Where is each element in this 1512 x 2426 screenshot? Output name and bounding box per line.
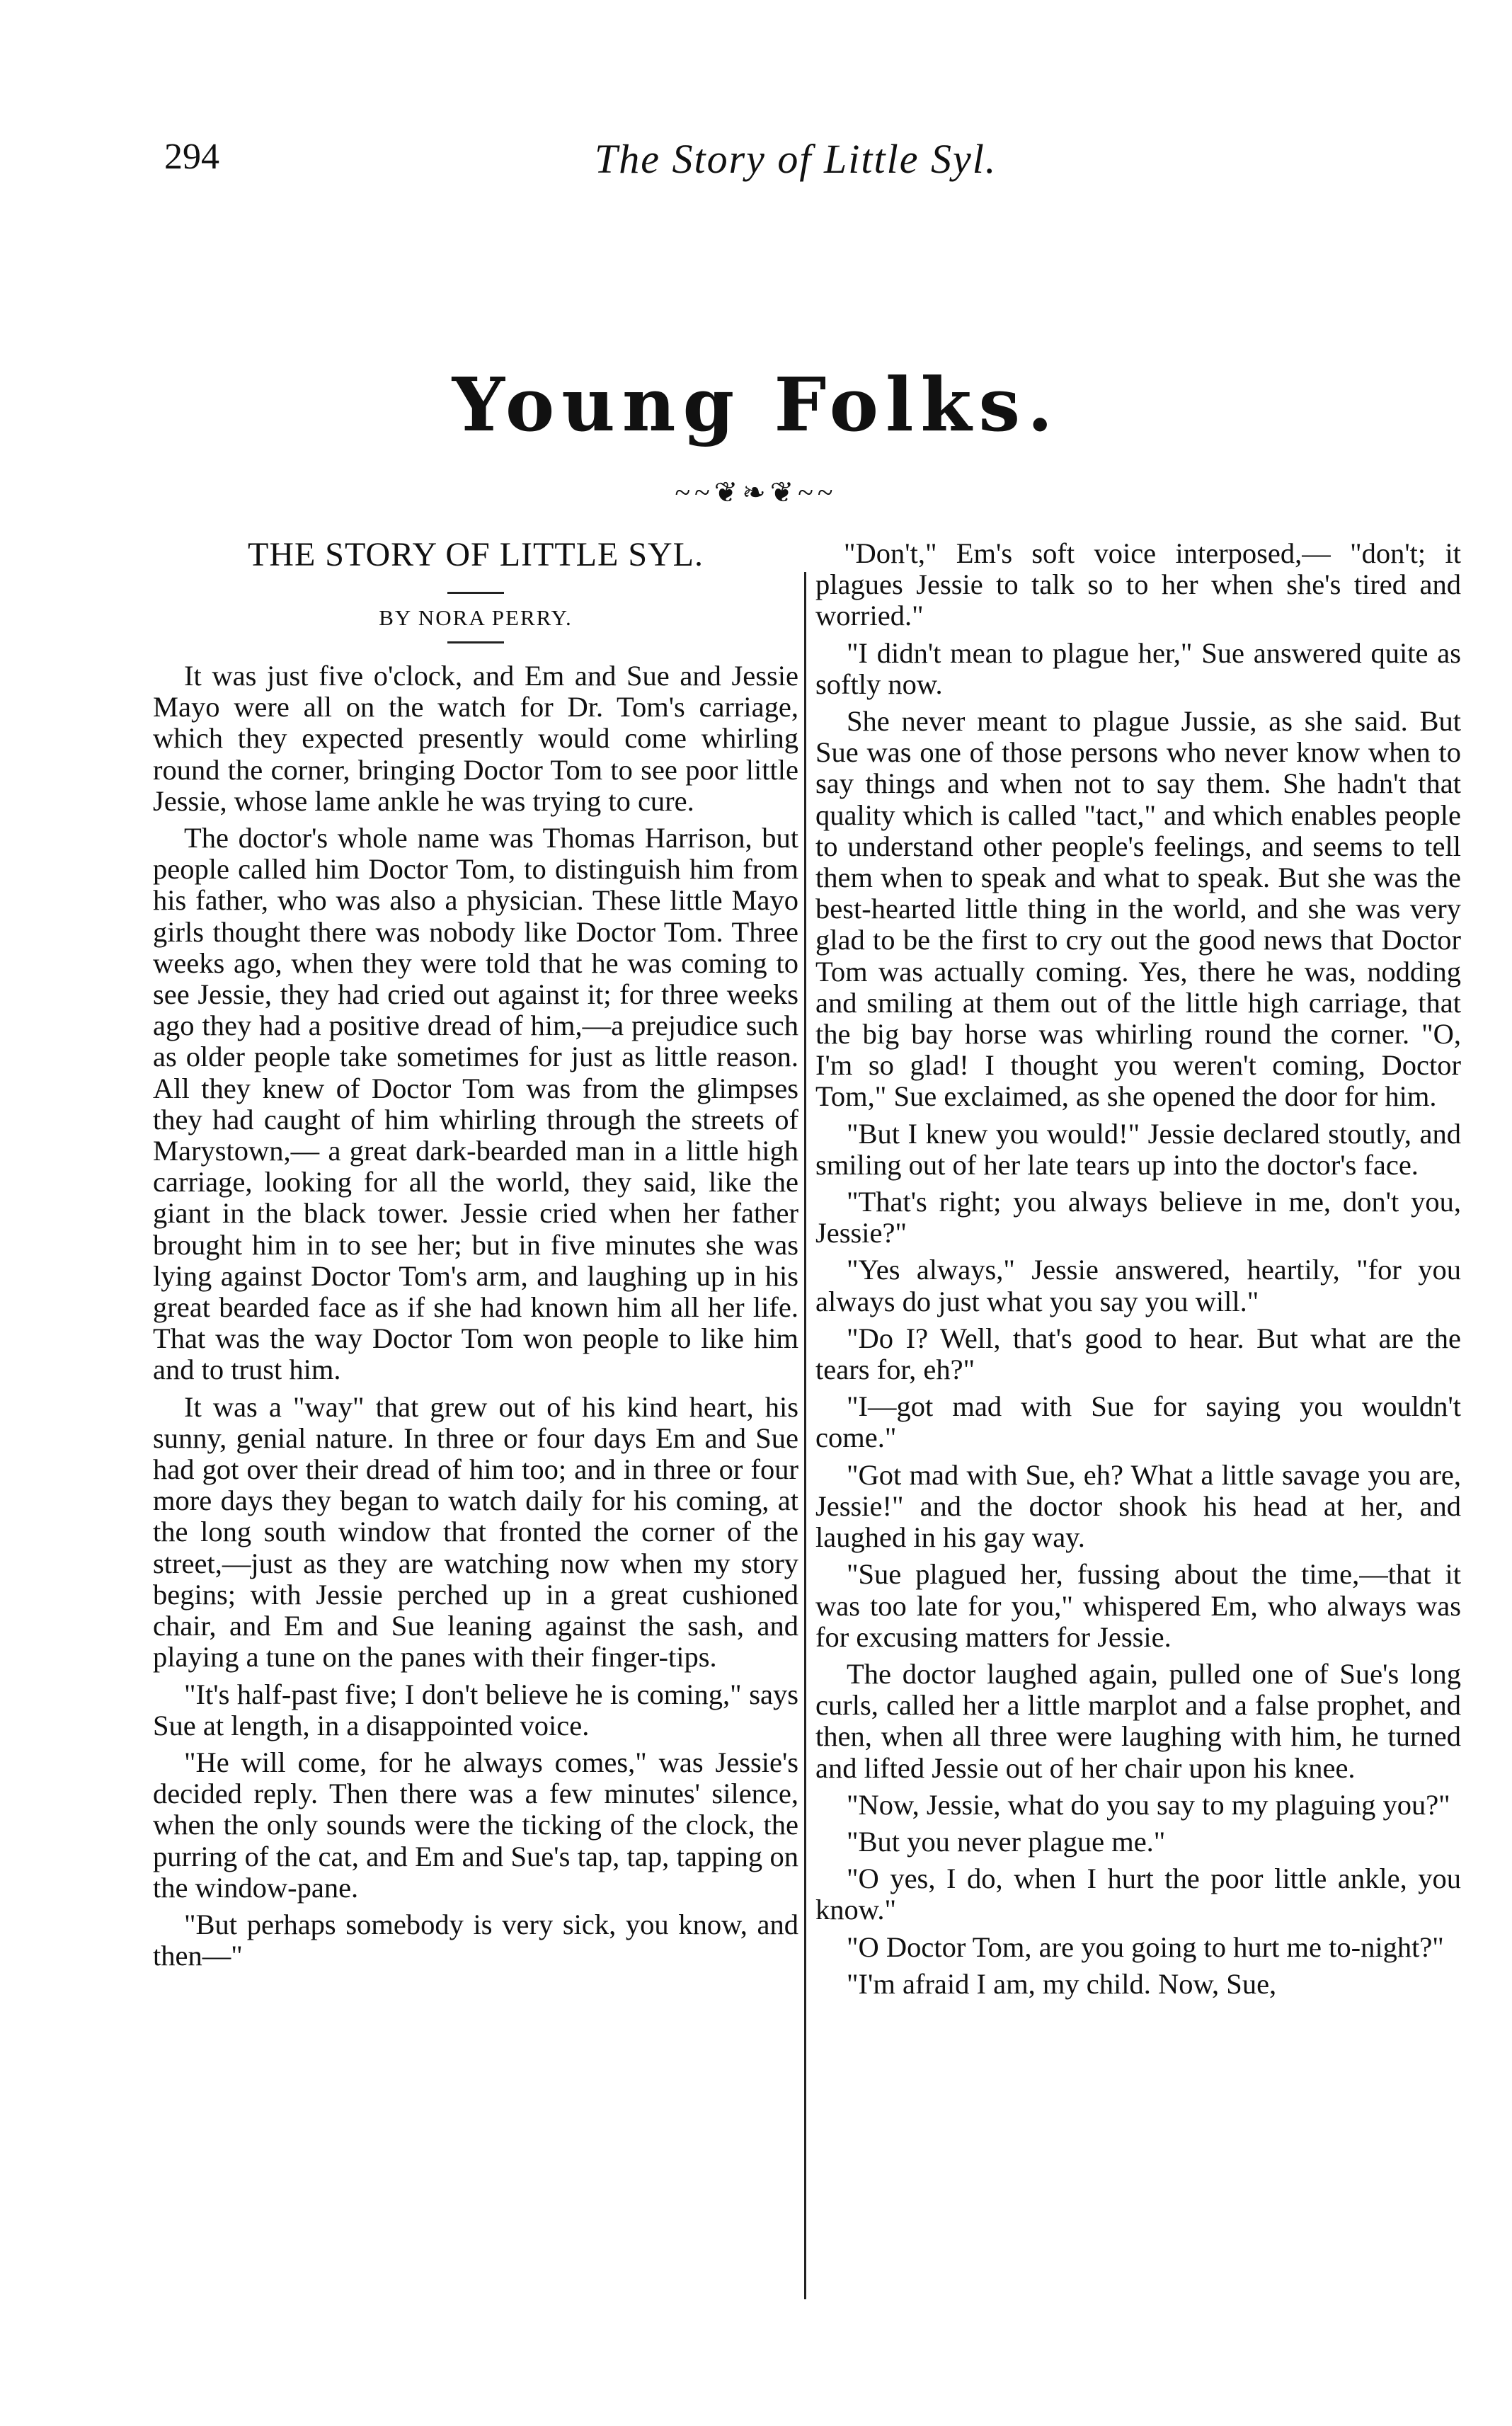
paragraph: "It's half-past five; I don't believe he is coming," says Sue at length, in a disappointed voice. [153,1678,798,1741]
left-column [153,538,798,1977]
page-number: 294 [164,137,219,177]
paragraph: "Got mad with Sue, eh? What a little savage you are, Jessie!" and the doctor shook his head at her, and laughed in his gay way. [815,1458,1461,1554]
paragraph: "But you never plague me." [847,1825,1166,1858]
paragraph: "But perhaps somebody is very sick, you know, and then—" [153,1908,798,1972]
byline: BY NORA PERRY. [379,605,573,630]
section-title: Young Folks. [452,361,1060,448]
title-rule [447,592,504,594]
paragraph: "Don't," Em's soft voice interposed,— "don't; it plagues Jessie to talk so to her when she's tired and worried." [815,537,1461,632]
paragraph: "Sue plagued her, fussing about the time,—that it was too late for you," whispered Em, who always was for excusing matters for Jessie. [815,1558,1461,1653]
left-paragraphs [153,660,798,1972]
column-divider [804,572,806,2299]
paragraph: "Yes always," Jessie answered, heartily, "for you always do just what you say you will." [815,1254,1461,1317]
paragraph: "O Doctor Tom, are you going to hurt me to-night?" [847,1930,1444,1963]
paragraph: "He will come, for he always comes," was Jessie's decided reply. Then there was a few minutes' silence, when the only sounds were the ticking of the clock, the purring of the cat, and Em and Sue's tap, tap, tapping on the window-pane. [153,1746,798,1904]
paragraph: It was a "way" that grew out of his kind heart, his sunny, genial nature. In three or four days Em and Sue had got over their dread of him too; and in three or four more days they began to watch daily for his coming, at the long south window that fronted the corner of the street,—just as they are watching now when my story begins; with Jessie perched up in a great cushioned chair, and Em and Sue leaning against the sash, and playing a tune on the panes with their finger-tips. [153,1390,798,1673]
paragraph: "I didn't mean to plague her," Sue answered quite as softly now. [815,636,1461,700]
paragraph: "I—got mad with Sue for saying you wouldn't come." [815,1390,1461,1454]
paragraph: "But I knew you would!" Jessie declared stoutly, and smiling out of her late tears up into the doctor's face. [815,1117,1461,1181]
paragraph: "Do I? Well, that's good to hear. But what are the tears for, eh?" [815,1322,1461,1386]
paragraph: The doctor's whole name was Thomas Harrison, but people called him Doctor Tom, to distinguish him from his father, who was also a physician. These little Mayo girls thought there was nobody like Doctor Tom. Three weeks ago, when they were told that he was coming to see Jessie, they had cried out against it; for three weeks ago they had a positive dread of him,—a prejudice such as older people take sometimes for just as little reason. All they knew of Doctor Tom was from the glimpses they had caught of him whirling through the streets of Marystown,— a great dark-bearded man in a little high carriage, looking for all the world, they said, like the giant in the black tower. Jessie cried when her father brought him in to see her; but in five minutes she was lying against Doctor Tom's arm, and laughing up in his great bearded face as if she had known him all her life. That was the way Doctor Tom won people to like him and to trust him. [153,822,798,1386]
paragraph: It was just five o'clock, and Em and Sue and Jessie Mayo were all on the watch for Dr. Tom's carriage, which they expected presently would come whirling round the corner, bringing Doctor Tom to see poor little Jessie, whose lame ankle he was trying to cure. [153,660,798,817]
paragraph: "O yes, I do, when I hurt the poor little ankle, you know." [815,1863,1461,1926]
paragraph: "That's right; you always believe in me, don't you, Jessie?" [815,1186,1461,1249]
running-title: The Story of Little Syl. [595,136,997,182]
paragraph: "Now, Jessie, what do you say to my plaguing you?" [847,1788,1450,1821]
paragraph: The doctor laughed again, pulled one of Sue's long curls, called her a little marplot and a false prophet, and then, when all three were laughing with him, he turned and lifted Jessie out of her chair upon his knee. [815,1657,1461,1784]
ornament-divider: ~~❦❧❦~~ [675,476,837,508]
paragraph: She never meant to plague Jussie, as she said. But Sue was one of those persons who never know when to say things and when not to say them. She hadn't that quality which is called "tact," and which enables people to understand other people's feelings, and seems to tell them when to speak and what to speak. But she was the best-hearted little thing in the world, and she was very glad to be the first to cry out the good news that Doctor Tom was actually coming. Yes, there he was, nodding and smiling at them out of the little high carriage, that the big bay horse was whirling round the corner. "O, I'm so glad! I thought you weren't coming, Doctor Tom," Sue exclaimed, as she opened the door for him. [815,705,1461,1113]
story-title: THE STORY OF LITTLE SYL. [248,536,704,573]
byline-rule [447,641,504,643]
right-column [815,538,1461,2006]
paragraph: "I'm afraid I am, my child. Now, Sue, [847,1967,1277,2000]
